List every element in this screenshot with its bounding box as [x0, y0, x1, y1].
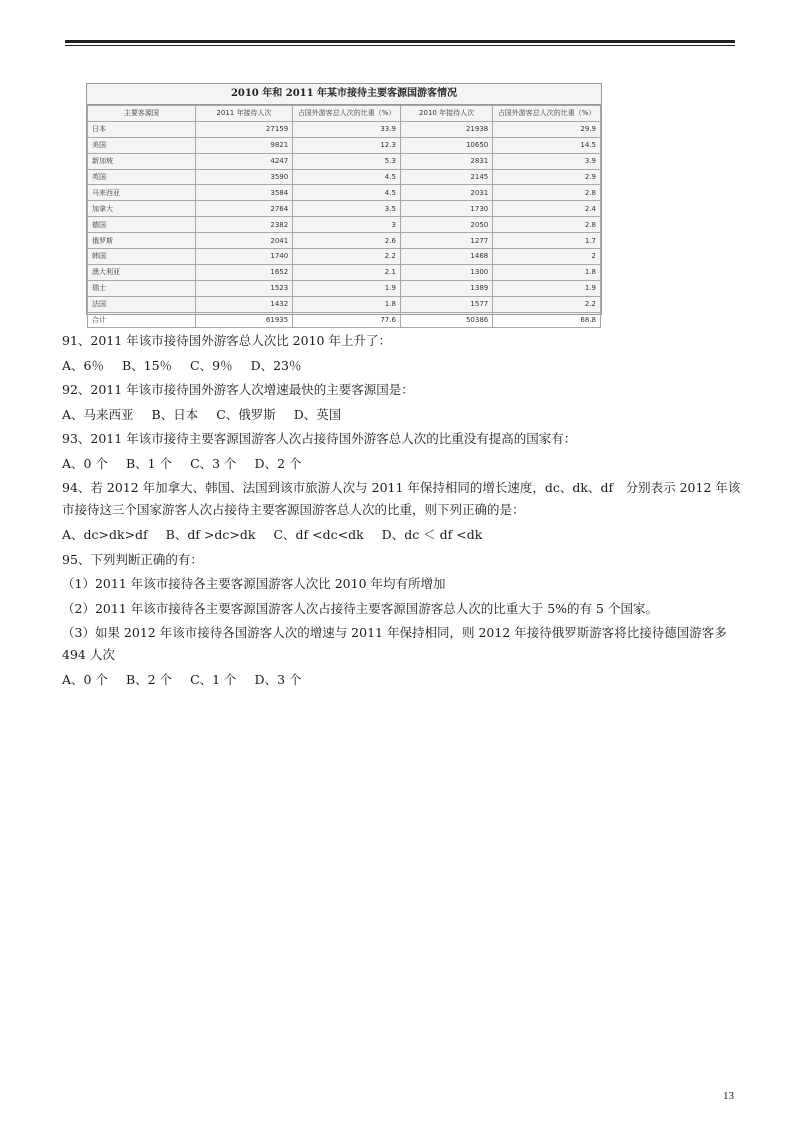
value-cell: 1432 [195, 296, 292, 312]
table-row [88, 217, 601, 233]
country-cell: 日本 [88, 121, 196, 137]
table-row [88, 121, 601, 137]
value-cell: 12.3 [293, 137, 401, 153]
country-cell: 新加坡 [88, 153, 196, 169]
option-b: B、日本 [151, 406, 199, 422]
table-header-cell: 占国外游客总人次的比重（%） [493, 106, 601, 122]
option-c: C、3 个 [190, 455, 237, 471]
value-cell: 1740 [195, 249, 292, 265]
value-cell: 1.8 [493, 264, 601, 280]
table-header-row [88, 106, 601, 122]
value-cell: 1577 [400, 296, 492, 312]
option-c: C、俄罗斯 [216, 406, 276, 422]
country-cell: 马来西亚 [88, 185, 196, 201]
table-title: 2010 年和 2011 年某市接待主要客源国游客情况 [87, 84, 601, 105]
country-cell: 加拿大 [88, 201, 196, 217]
value-cell: 14.5 [493, 137, 601, 153]
country-cell: 合计 [88, 312, 196, 328]
option-a: A、dc>dk>df [62, 527, 148, 542]
value-cell: 1300 [400, 264, 492, 280]
value-cell: 27159 [195, 121, 292, 137]
option-d: D、23％ [250, 357, 302, 373]
value-cell: 5.3 [293, 153, 401, 169]
question-95-stem: 95、下列判断正确的有： [62, 551, 203, 567]
country-cell: 英国 [88, 169, 196, 185]
value-cell: 3 [293, 217, 401, 233]
value-cell: 2831 [400, 153, 492, 169]
header-rule-thin [65, 45, 735, 46]
option-a: A、6％ [62, 357, 104, 373]
statistics-table-image [86, 83, 602, 325]
value-cell: 1468 [400, 249, 492, 265]
table-row [88, 153, 601, 169]
value-cell: 2.2 [493, 296, 601, 312]
value-cell: 1523 [195, 280, 292, 296]
value-cell: 3.5 [293, 201, 401, 217]
table-row [88, 264, 601, 280]
value-cell: 1389 [400, 280, 492, 296]
value-cell: 61935 [195, 312, 292, 328]
option-b: B、df >dc>dk [165, 527, 256, 542]
option-a: A、马来西亚 [62, 406, 134, 422]
value-cell: 4247 [195, 153, 292, 169]
option-d: D、2 个 [254, 455, 302, 471]
value-cell: 3590 [195, 169, 292, 185]
value-cell: 1277 [400, 233, 492, 249]
question-92-stem: 92、2011 年该市接待国外游客人次增速最快的主要客源国是： [62, 382, 414, 397]
value-cell: 33.9 [293, 121, 401, 137]
value-cell: 2031 [400, 185, 492, 201]
option-d: D、英国 [293, 406, 342, 422]
table-row [88, 296, 601, 312]
country-cell: 法国 [88, 296, 196, 312]
question-91-stem: 91、2011 年该市接待国外游客总人次比 2010 年上升了： [62, 333, 391, 348]
table-row [88, 312, 601, 328]
value-cell: 2050 [400, 217, 492, 233]
table-header-cell: 主要客源国 [88, 106, 196, 122]
table-row [88, 169, 601, 185]
option-c: C、1 个 [190, 672, 237, 687]
option-c: C、9％ [190, 357, 233, 373]
question-95-statement-1: （1）2011 年该市接待各主要客源国游客人次比 2010 年均有所增加 [62, 576, 446, 591]
option-d: D、3 个 [254, 672, 302, 687]
table-row [88, 233, 601, 249]
table-header-cell: 2010 年接待人次 [400, 106, 492, 122]
option-a: A、0 个 [62, 672, 108, 687]
value-cell: 2764 [195, 201, 292, 217]
option-b: B、2 个 [125, 672, 173, 687]
value-cell: 2 [493, 249, 601, 265]
value-cell: 1.7 [493, 233, 601, 249]
value-cell: 2145 [400, 169, 492, 185]
value-cell: 2041 [195, 233, 292, 249]
country-cell: 美国 [88, 137, 196, 153]
value-cell: 68.8 [493, 312, 601, 328]
value-cell: 2382 [195, 217, 292, 233]
table-row [88, 201, 601, 217]
value-cell: 29.9 [493, 121, 601, 137]
header-rule-thick [65, 40, 735, 43]
statistics-table [87, 105, 601, 328]
value-cell: 2.8 [493, 217, 601, 233]
option-d: D、dc ＜ df <dk [381, 527, 483, 542]
value-cell: 2.4 [493, 201, 601, 217]
value-cell: 10650 [400, 137, 492, 153]
question-95-statement-3: （3）如果 2012 年该市接待各国游客人次的增速与 2011 年保持相同，则 2012 年接待俄罗斯游客将比接待德国游客多 494 人次 [62, 625, 727, 662]
value-cell: 77.6 [293, 312, 401, 328]
value-cell: 4.5 [293, 185, 401, 201]
country-cell: 韩国 [88, 249, 196, 265]
value-cell: 1730 [400, 201, 492, 217]
country-cell: 瑞士 [88, 280, 196, 296]
question-91-options [62, 354, 742, 379]
value-cell: 1.9 [493, 280, 601, 296]
value-cell: 2.8 [493, 185, 601, 201]
question-94-stem: 94、若 2012 年加拿大、韩国、法国到该市旅游人次与 2011 年保持相同的增长速度，dc、dk、df 分别表示 2012 年该市接待这三个国家游客人次占接待主要客源国游客总人次的比重，则下列正确的是： [62, 480, 741, 517]
table-row [88, 249, 601, 265]
table-row [88, 137, 601, 153]
value-cell: 4.5 [293, 169, 401, 185]
value-cell: 2.9 [493, 169, 601, 185]
value-cell: 3584 [195, 185, 292, 201]
table-header-cell: 占国外游客总人次的比重（%） [293, 106, 401, 122]
value-cell: 1.9 [293, 280, 401, 296]
question-94-options [62, 523, 742, 548]
question-93-stem: 93、2011 年该市接待主要客源国游客人次占接待国外游客总人次的比重没有提高的国家有： [62, 431, 577, 446]
option-b: B、15％ [121, 357, 173, 373]
country-cell: 德国 [88, 217, 196, 233]
page-number: 13 [723, 1090, 734, 1102]
country-cell: 澳大利亚 [88, 264, 196, 280]
table-row [88, 280, 601, 296]
value-cell: 1.8 [293, 296, 401, 312]
value-cell: 21938 [400, 121, 492, 137]
table-row [88, 185, 601, 201]
table-header-cell: 2011 年接待人次 [195, 106, 292, 122]
value-cell: 2.1 [293, 264, 401, 280]
value-cell: 2.2 [293, 249, 401, 265]
question-95-statement-2: （2）2011 年该市接待各主要客源国游客人次占接待主要客源国游客总人次的比重大于 5%的有 5 个国家。 [62, 600, 658, 616]
value-cell: 9821 [195, 137, 292, 153]
question-92-options [62, 403, 742, 428]
option-c: C、df <dc<dk [273, 527, 364, 542]
question-93-options [62, 452, 742, 477]
value-cell: 2.6 [293, 233, 401, 249]
option-b: B、1 个 [125, 455, 173, 471]
value-cell: 1652 [195, 264, 292, 280]
option-a: A、0 个 [62, 455, 108, 471]
questions-section [62, 329, 742, 693]
value-cell: 3.9 [493, 153, 601, 169]
country-cell: 俄罗斯 [88, 233, 196, 249]
value-cell: 50386 [400, 312, 492, 328]
question-95-options [62, 668, 742, 693]
